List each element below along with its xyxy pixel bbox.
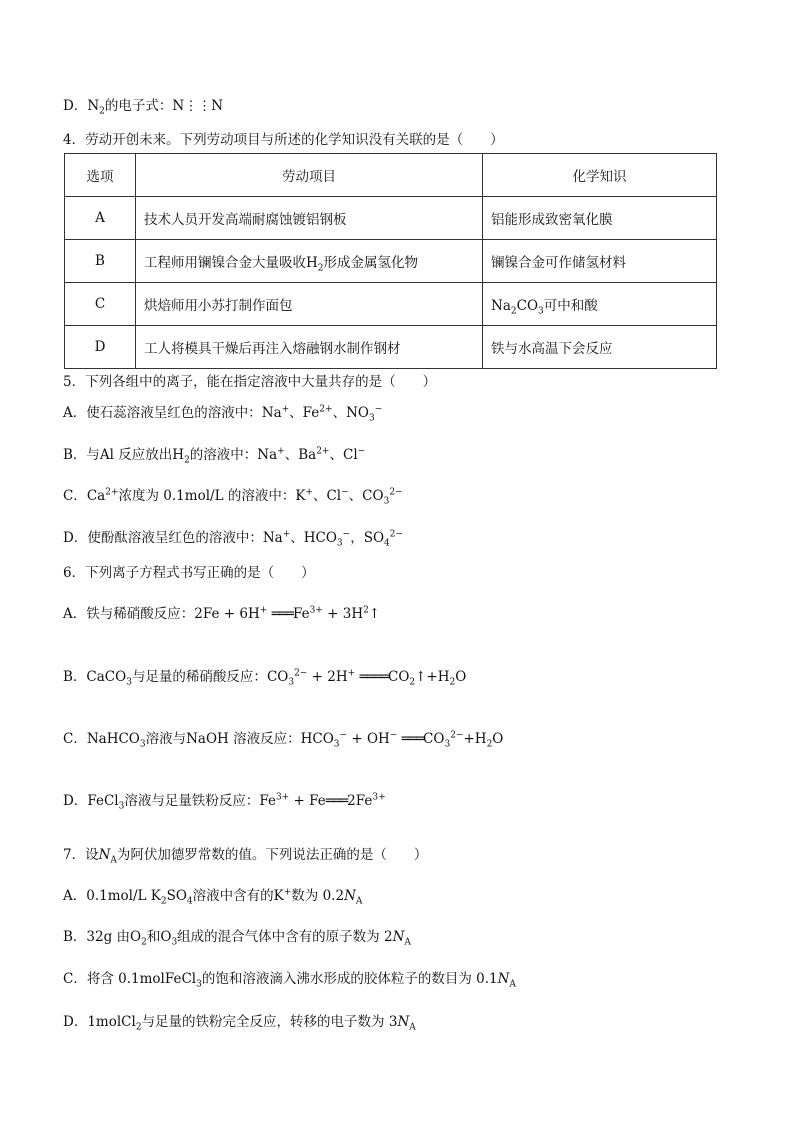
q6-option-a: A．铁与稀硝酸反应：2Fe + 6H+ $═══Fe^{3+}$ + $3H^2↑$ <box>63 605 381 622</box>
q6-option-c: C．NaHCO$_3$溶液与NaOH 溶液反应：$HCO_3^- + OH^-$ $═══CO_3^{2-}+H_2O$ <box>63 730 504 750</box>
option-label: D． <box>63 98 88 114</box>
table-header-row <box>65 154 717 197</box>
q5-option-d: D．使酚酞溶液呈红色的溶液中：Na+、$HCO_3^-$，$SO_4^{2-}$ <box>63 529 404 549</box>
header-option: 选项 <box>65 154 136 197</box>
electron-formula: N⋮⋮N <box>172 98 223 114</box>
table-row: D 工人将模具干燥后再注入熔融钢水制作钢材 铁与水高温下会反应 <box>65 326 717 369</box>
header-knowledge: 化学知识 <box>483 154 717 197</box>
q6-option-b: B．CaCO$_3$与足量的稀硝酸反应：$CO_3^{2-} + 2H^+$ $════CO_2↑+H_2O$ <box>63 668 467 688</box>
q3-option-d: D．$N_2$的电子式：N⋮⋮N <box>63 98 223 117</box>
q6-stem: 6．下列离子方程式书写正确的是（ ） <box>63 565 315 581</box>
q7-option-b: B．32g 由$O_2$和$O_3$组成的混合气体中含有的原子数为 $2N_A$ <box>63 929 411 948</box>
table-row: A 技术人员开发高端耐腐蚀镀铝钢板 铝能形成致密氧化膜 <box>65 197 717 240</box>
q5-option-c: C．$Ca^{2+}$浓度为 0.1mol/L 的溶液中：K+、Cl−、$CO_3^{2-}$ <box>63 487 403 507</box>
q5-option-a: A．使石蕊溶液呈红色的溶液中：Na+、$Fe^{2+}$、$NO_3^-$ <box>63 404 383 424</box>
table-row: B 工程师用镧镍合金大量吸收$H_2$形成金属氢化物 镧镍合金可作储氢材料 <box>65 240 717 283</box>
q7-option-a: A．0.1mol/L $K_2SO_4$溶液中含有的K+数为 $0.2N_A$ <box>63 887 363 907</box>
q7-option-c: C．将含 0.1molFeCl$_3$的饱和溶液滴入沸水形成的胶体粒子的数目为 $0.1N_A$ <box>63 971 516 990</box>
header-labor: 劳动项目 <box>136 154 483 197</box>
q5-option-b: B．与Al 反应放出$H_2$的溶液中：Na+、$Ba^{2+}$、Cl− <box>63 446 366 466</box>
q4-stem: 4．劳动开创未来。下列劳动项目与所述的化学知识没有关联的是（ ） <box>63 132 504 148</box>
q5-stem: 5．下列各组中的离子，能在指定溶液中大量共存的是（ ） <box>63 374 437 390</box>
q7-stem: 7．设$N_A$为阿伏加德罗常数的值。下列说法正确的是（ ） <box>63 847 428 866</box>
q7-option-d: D．1molCl$_2$与足量的铁粉完全反应，转移的电子数为 $3N_A$ <box>63 1014 416 1033</box>
q4-table <box>64 153 717 369</box>
q6-option-d: D．FeCl$_3$溶液与足量铁粉反应：$Fe^{3+}$ + $Fe═══2Fe^{3+}$ <box>63 792 386 812</box>
table-row: C 烘焙师用小苏打制作面包 $Na_2CO_3$可中和酸 <box>65 283 717 326</box>
